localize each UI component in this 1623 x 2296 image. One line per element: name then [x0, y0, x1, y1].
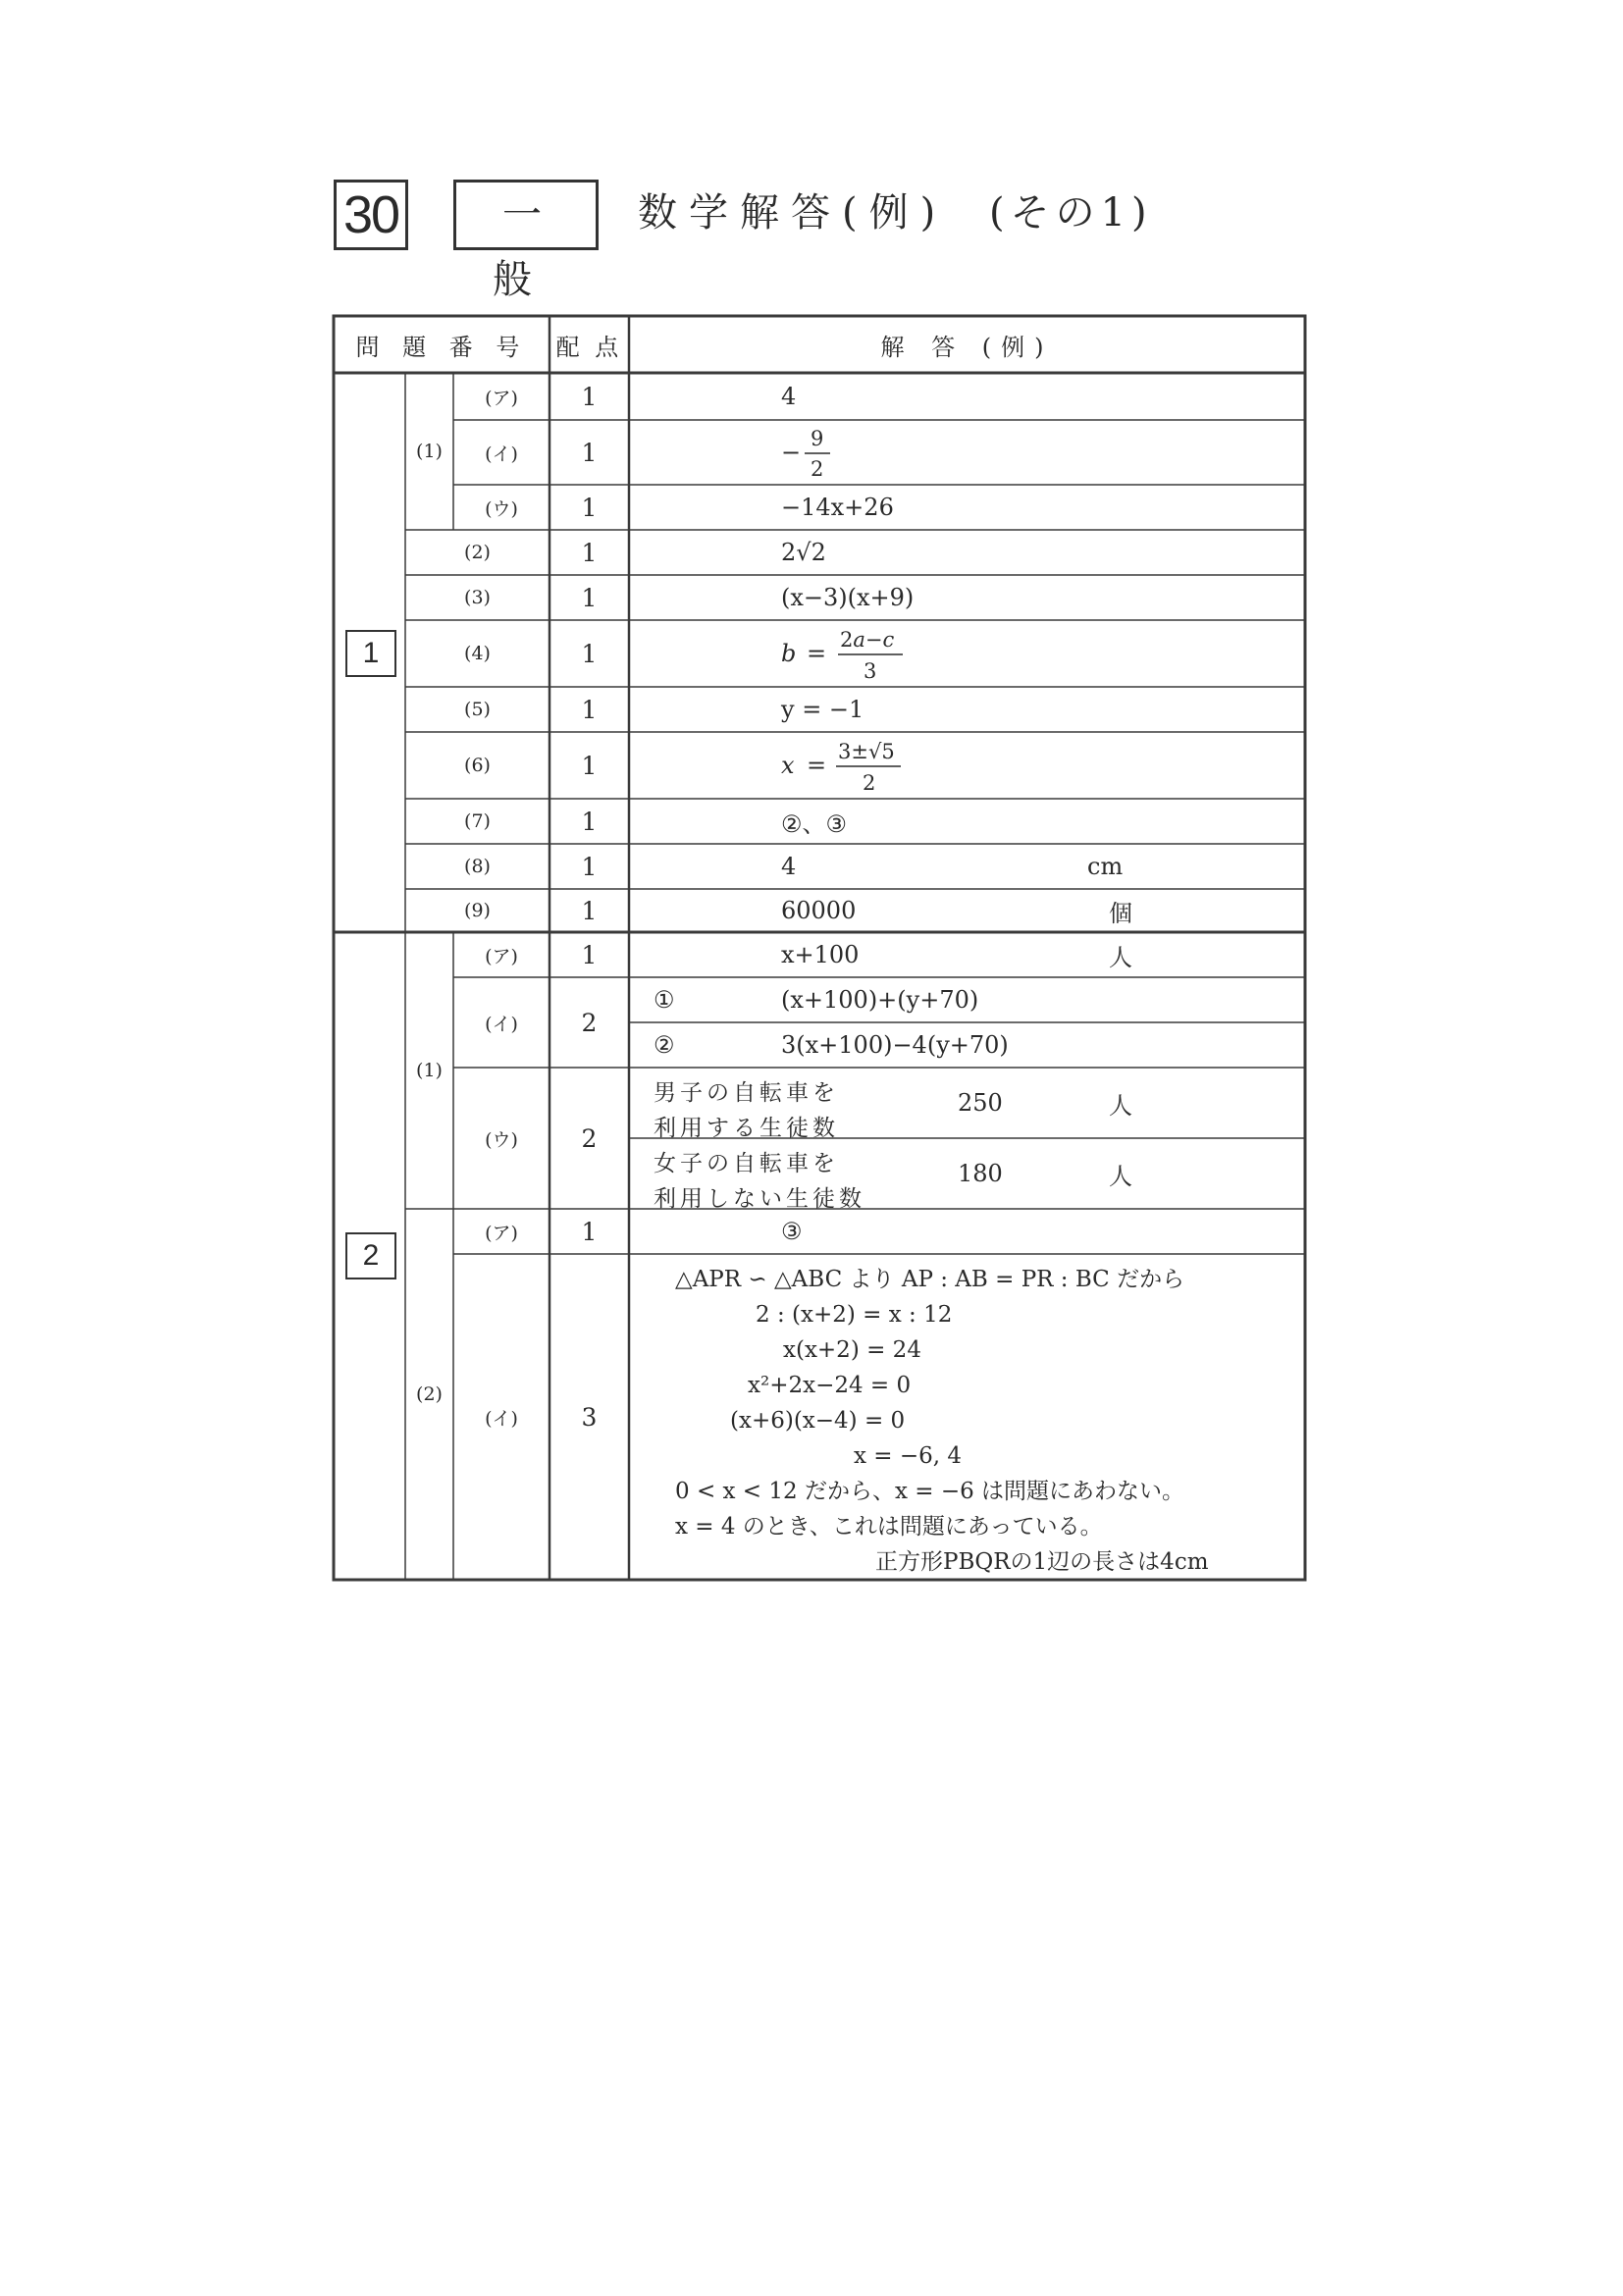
q1-3-answer: (x−3)(x+9): [781, 584, 915, 611]
svg-text:2a−c: 2a−c: [840, 628, 895, 652]
q2-1c-points: 2: [581, 1123, 598, 1153]
q2-1c-row2-unit: 人: [1109, 1162, 1132, 1190]
q2-2b-line-7: 0 < x < 12 だから、x = −6 は問題にあわない。: [675, 1479, 1185, 1504]
q1-1b-points: 1: [581, 438, 598, 467]
q1-1c-answer: −14x+26: [781, 494, 894, 521]
q2-2a-points: 1: [581, 1217, 598, 1246]
q1-2-answer: 2√2: [781, 539, 826, 566]
q2-1b-part: (イ): [485, 1013, 518, 1035]
q1-9-unit: 個: [1109, 899, 1132, 927]
q1-2-part: (2): [464, 542, 491, 563]
svg-text:x: x: [781, 752, 795, 779]
q2-2b-line-3: x(x+2) = 24: [783, 1337, 921, 1363]
q1-1a-answer: 4: [781, 383, 797, 410]
q2-1c-row1-label-line2: 利用する生徒数: [654, 1116, 839, 1141]
q2-1a-unit: 人: [1109, 943, 1132, 971]
svg-text:−: −: [781, 439, 802, 466]
svg-text:b: b: [781, 640, 797, 667]
q2-1b-mark-2: ②: [654, 1031, 675, 1059]
q1-8-points: 1: [581, 852, 598, 881]
q1-sub1-label: (1): [416, 441, 443, 462]
header-answer: 解 答 (例): [880, 333, 1054, 361]
q2-2b-line-8: x = 4 のとき、これは問題にあっている。: [675, 1514, 1103, 1539]
question-2-label: 2: [345, 1232, 396, 1279]
q1-8-answer: 4: [781, 853, 797, 880]
q1-4-answer: [781, 620, 918, 687]
q2-1a-points: 1: [581, 940, 598, 969]
svg-text:3: 3: [864, 659, 877, 683]
q1-5-answer: y = −1: [781, 696, 864, 723]
q1-9-points: 1: [581, 896, 598, 925]
q2-1b-mark-1: ①: [654, 986, 675, 1014]
header-problem-number: 問 題 番 号: [355, 333, 528, 361]
q1-1b-part: (イ): [485, 443, 518, 465]
q2-sub1-label: (1): [416, 1060, 443, 1081]
q2-2b-line-1: △APR ∽ △ABC より AP : AB = PR : BC だから: [675, 1267, 1185, 1292]
q1-5-points: 1: [581, 695, 598, 724]
q1-2-points: 1: [581, 538, 598, 567]
q1-1a-points: 1: [581, 382, 598, 411]
q2-2b-line-2: 2 : (x+2) = x : 12: [756, 1302, 953, 1328]
q2-2b-line-5: (x+6)(x−4) = 0: [730, 1408, 906, 1434]
svg-text:=: =: [807, 640, 827, 667]
q2-1c-row1-value: 250: [958, 1089, 1003, 1117]
q1-4-points: 1: [581, 639, 598, 668]
q2-2a-part: (ア): [485, 1222, 518, 1244]
q2-1c-row2-value: 180: [958, 1160, 1003, 1187]
q1-1a-part: (ア): [485, 387, 518, 409]
q2-1c-row1-unit: 人: [1109, 1091, 1132, 1120]
q2-1c-row2-label-line2: 利用しない生徒数: [654, 1186, 865, 1212]
q1-6-part: (6): [464, 755, 491, 776]
q2-1b-expression-2: 3(x+100)−4(y+70): [781, 1031, 1009, 1059]
q2-1c-row2-label-line1: 女子の自転車を: [654, 1151, 839, 1176]
page-title: 数学解答(例): [638, 190, 948, 235]
q1-1c-points: 1: [581, 493, 598, 522]
q2-sub2-label: (2): [416, 1383, 443, 1405]
q2-1a-part: (ア): [485, 945, 518, 967]
q1-5-part: (5): [464, 699, 491, 720]
q2-1b-points: 2: [581, 1008, 598, 1037]
q2-2b-points: 3: [581, 1402, 598, 1432]
svg-text:2: 2: [811, 457, 824, 481]
q2-1c-row1-label: [654, 1075, 839, 1146]
q1-8-unit: cm: [1087, 853, 1124, 880]
q2-1c-part: (ウ): [485, 1128, 518, 1151]
q1-3-part: (3): [464, 587, 491, 608]
q1-8-part: (8): [464, 856, 491, 877]
q2-2b-line-4: x²+2x−24 = 0: [748, 1373, 912, 1398]
question-1-label: 1: [345, 630, 396, 677]
q1-1b-answer: [781, 420, 850, 485]
fraction-x-equals: [781, 735, 918, 796]
q2-2a-answer: ③: [781, 1218, 803, 1245]
q2-1c-row2-label: [654, 1146, 865, 1217]
q2-1b-expression-1: (x+100)+(y+70): [781, 986, 979, 1014]
fraction-b-equals: [781, 623, 918, 684]
svg-text:2: 2: [863, 771, 876, 795]
svg-text:9: 9: [811, 427, 824, 450]
q1-6-answer: [781, 732, 918, 799]
q1-6-points: 1: [581, 751, 598, 780]
q2-2b-line-6: x = −6, 4: [854, 1443, 963, 1469]
svg-text:3±√5: 3±√5: [838, 740, 895, 763]
q1-4-part: (4): [464, 643, 491, 664]
svg-text:=: =: [807, 752, 827, 779]
fraction-minus-9-over-2: [781, 423, 850, 482]
q1-1c-part: (ウ): [485, 497, 518, 520]
q1-7-points: 1: [581, 807, 598, 836]
header-points: 配 点: [555, 333, 623, 361]
q1-7-part: (7): [464, 810, 491, 832]
page-subtitle: (その1): [989, 190, 1153, 235]
q1-7-answer: ②、③: [781, 809, 848, 838]
exam-category: 一般: [453, 180, 599, 250]
q2-2b-line-9: 正方形PBQRの1辺の長さは4cm: [875, 1549, 1209, 1575]
q1-3-points: 1: [581, 583, 598, 612]
q2-1c-row1-label-line1: 男子の自転車を: [654, 1080, 839, 1106]
q2-2b-part: (イ): [485, 1407, 518, 1430]
exam-number: 30: [334, 180, 408, 250]
q1-9-part: (9): [464, 900, 491, 921]
q2-1a-answer: x+100: [781, 941, 860, 968]
q1-9-answer: 60000: [781, 897, 857, 924]
